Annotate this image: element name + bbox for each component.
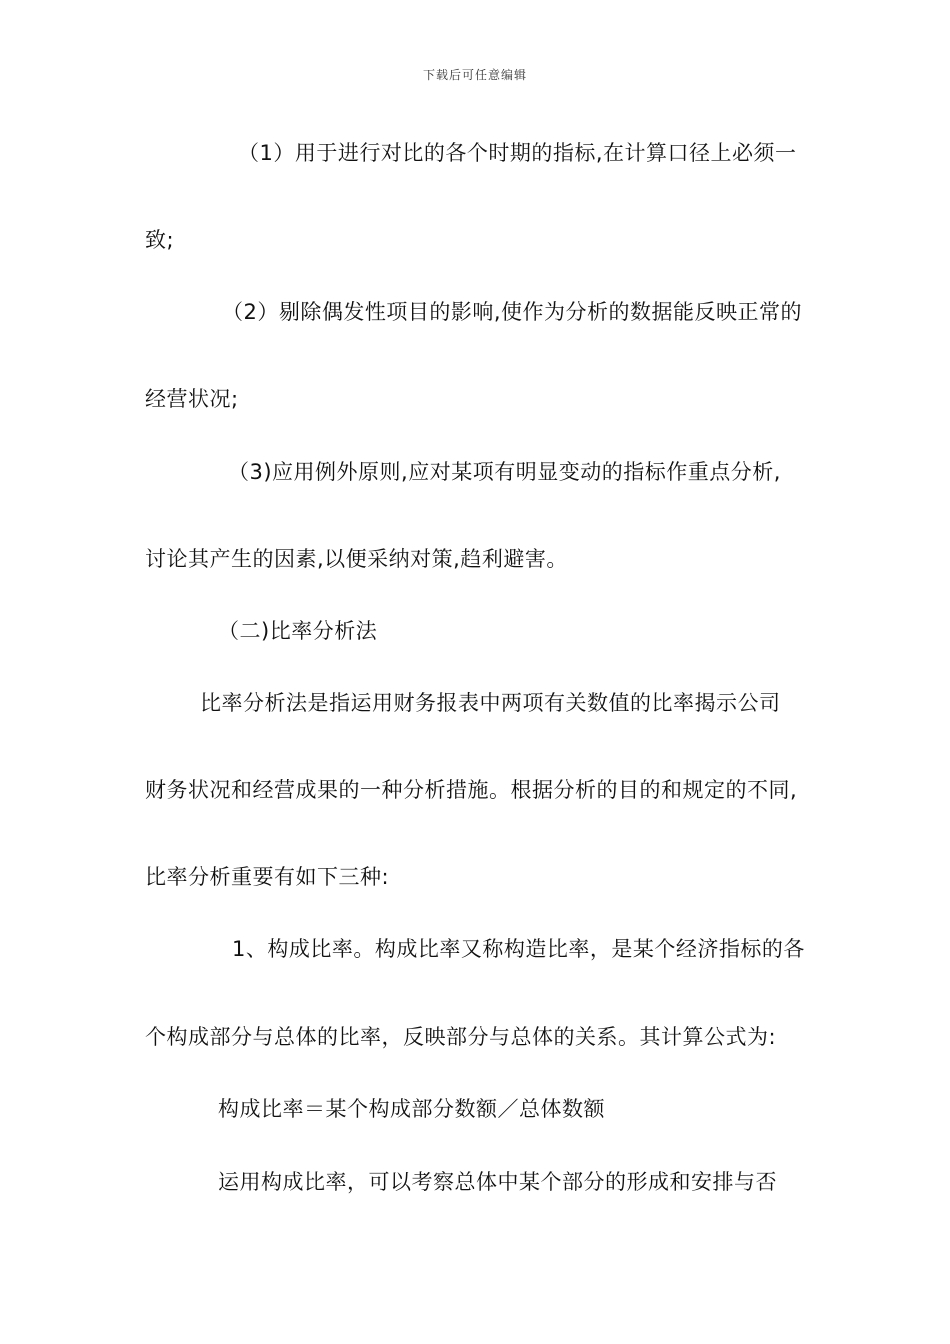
formula-line: 构成比率＝某个构成部分数额／总体数额 [218, 1097, 605, 1121]
paragraph-line-4: 经营状况; [145, 387, 239, 411]
paragraph-line-10: 比率分析重要有如下三种: [145, 865, 390, 889]
paragraph-line-5: （3)应用例外原则,应对某项有明显变动的指标作重点分析, [228, 460, 781, 484]
paragraph-line-6: 讨论其产生的因素,以便采纳对策,趋利避害。 [145, 547, 568, 571]
paragraph-line-2: 致; [145, 228, 175, 252]
paragraph-line-11: 1、构成比率。构成比率又称构造比率，是某个经济指标的各 [232, 937, 805, 961]
paragraph-line-9: 财务状况和经营成果的一种分析措施。根据分析的目的和规定的不同, [145, 778, 798, 802]
paragraph-line-14: 运用构成比率，可以考察总体中某个部分的形成和安排与否 [218, 1170, 777, 1194]
section-heading: （二)比率分析法 [218, 619, 378, 643]
paragraph-line-3: （2）剔除偶发性项目的影响,使作为分析的数据能反映正常的 [222, 300, 803, 324]
paragraph-line-12: 个构成部分与总体的比率，反映部分与总体的关系。其计算公式为: [145, 1025, 777, 1049]
page-header: 下载后可任意编辑 [422, 68, 527, 82]
paragraph-line-8: 比率分析法是指运用财务报表中两项有关数值的比率揭示公司 [200, 691, 781, 715]
paragraph-line-1: （1）用于进行对比的各个时期的指标,在计算口径上必须一 [238, 141, 797, 165]
